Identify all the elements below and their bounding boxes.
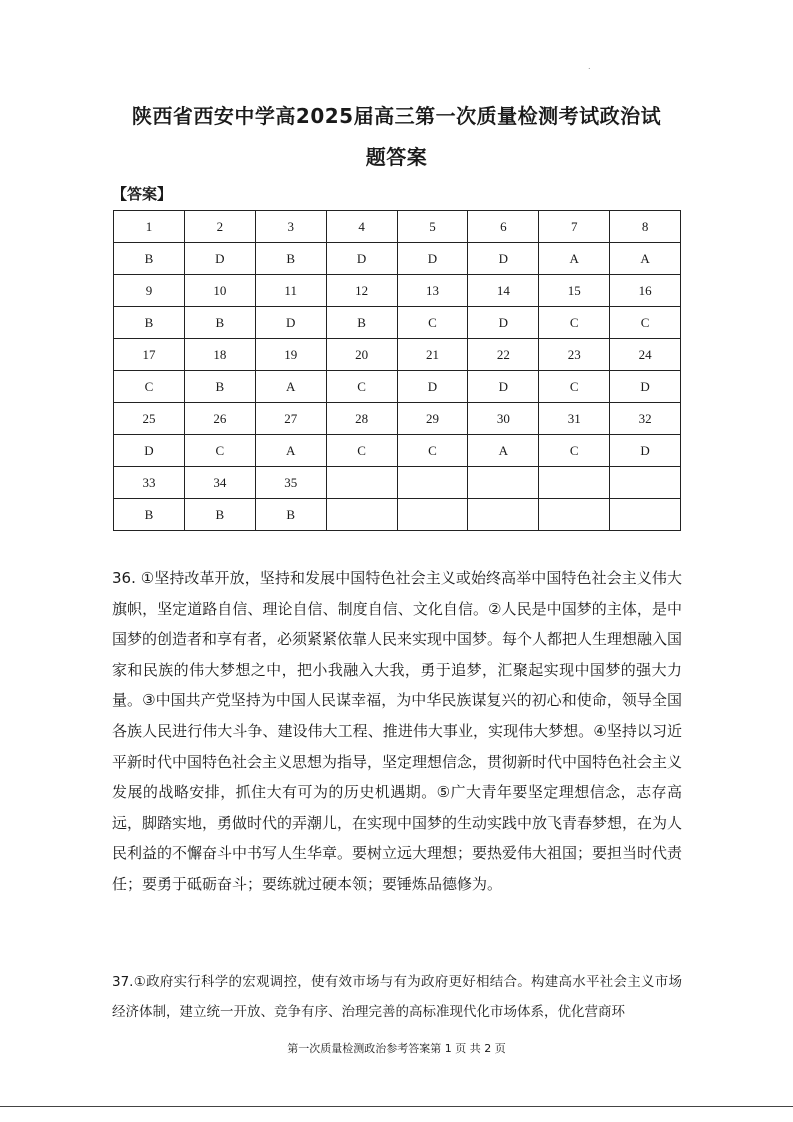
answer-row [114, 243, 681, 275]
question-36-answer: 36. ①坚持改革开放，坚持和发展中国特色社会主义或始终高举中国特色社会主义伟大旗帜，坚定道路自信、理论自信、制度自信、文化自信。②人民是中国梦的主体，是中国梦的创造者和享有者，必须紧紧依靠人民来实现中国梦。每个人都把人生理想融入国家和民族的伟大梦想之中，把小我融入大我，勇于追梦，汇聚起实现中国梦的强大力量。③中国共产党坚持为中国人民谋幸福，为中华民族谋复兴的初心和使命，领导全国各族人民进行伟大斗争、建设伟大工程、推进伟大事业，实现伟大梦想。④坚持以习近平新时代中国特色社会主义思想为指导，坚定理想信念，贯彻新时代中国特色社会主义发展的战略安排，抓住大有可为的历史机遇期。⑤广大青年要坚定理想信念，志存高远，脚踏实地，勇做时代的弄潮儿，在实现中国梦的生动实践中放飞青春梦想，在为人民利益的不懈奋斗中书写人生华章。要树立远大理想；要热爱伟大祖国；要担当时代责任；要勇于砥砺奋斗；要练就过硬本领；要锤炼品德修为。 [112, 569, 683, 893]
question-number-cell: 14 [468, 275, 539, 307]
question-number-row [114, 211, 681, 243]
question-number-cell: 24 [610, 339, 681, 371]
answer-cell: B [184, 499, 255, 531]
answer-cell: D [468, 243, 539, 275]
question-number-cell: 15 [539, 275, 610, 307]
question-number-cell: 22 [468, 339, 539, 371]
question-number-cell: 1 [114, 211, 185, 243]
answer-cell: C [539, 435, 610, 467]
answer-cell: A [610, 243, 681, 275]
answer-cell [468, 499, 539, 531]
answer-cell: D [397, 243, 468, 275]
answer-cell: D [184, 243, 255, 275]
question-number-cell: 35 [255, 467, 326, 499]
answer-cell: D [468, 307, 539, 339]
question-number-cell: 10 [184, 275, 255, 307]
answer-cell: B [114, 307, 185, 339]
question-number-cell: 9 [114, 275, 185, 307]
answer-row [114, 435, 681, 467]
question-number-cell [539, 467, 610, 499]
question-number-cell: 31 [539, 403, 610, 435]
question-number-cell: 18 [184, 339, 255, 371]
question-number-row [114, 467, 681, 499]
answer-cell: A [539, 243, 610, 275]
answer-cell: B [184, 371, 255, 403]
question-number-cell: 23 [539, 339, 610, 371]
answer-label: 【答案】 [112, 185, 173, 203]
answer-cell: B [184, 307, 255, 339]
answer-row [114, 307, 681, 339]
answer-row [114, 499, 681, 531]
question-number-cell [468, 467, 539, 499]
question-number-cell: 11 [255, 275, 326, 307]
question-number-cell [326, 467, 397, 499]
answer-cell: C [539, 307, 610, 339]
question-number-cell: 8 [610, 211, 681, 243]
answer-cell: D [255, 307, 326, 339]
question-number-cell: 13 [397, 275, 468, 307]
question-number-cell: 6 [468, 211, 539, 243]
answer-cell: C [326, 371, 397, 403]
answer-cell: C [114, 371, 185, 403]
question-number-cell: 7 [539, 211, 610, 243]
answer-cell: B [114, 243, 185, 275]
answer-cell: C [397, 435, 468, 467]
question-number-cell: 32 [610, 403, 681, 435]
question-37-answer: 37.①政府实行科学的宏观调控，使有效市场与有为政府更好相结合。构建高水平社会主义市场经济体制，建立统一开放、竞争有序、治理完善的高标准现代化市场体系，优化营商环 [112, 974, 682, 1020]
question-number-cell: 16 [610, 275, 681, 307]
question-number-row [114, 275, 681, 307]
question-number-cell [610, 467, 681, 499]
question-number-cell: 19 [255, 339, 326, 371]
question-number-cell: 29 [397, 403, 468, 435]
answer-cell: C [184, 435, 255, 467]
answer-cell [539, 499, 610, 531]
answer-cell: B [255, 243, 326, 275]
answer-cell: A [468, 435, 539, 467]
answer-table [113, 210, 681, 531]
answer-cell [326, 499, 397, 531]
answer-cell: D [397, 371, 468, 403]
bottom-divider [0, 1106, 793, 1107]
question-number-cell: 12 [326, 275, 397, 307]
answer-cell: D [468, 371, 539, 403]
question-number-cell: 30 [468, 403, 539, 435]
answer-cell: A [255, 371, 326, 403]
question-number-cell: 28 [326, 403, 397, 435]
answer-cell: B [255, 499, 326, 531]
answer-cell: B [326, 307, 397, 339]
answer-cell: C [326, 435, 397, 467]
answer-cell [397, 499, 468, 531]
question-number-cell: 17 [114, 339, 185, 371]
answer-row [114, 371, 681, 403]
question-number-cell: 5 [397, 211, 468, 243]
corner-mark: . [588, 62, 591, 71]
answer-cell: D [114, 435, 185, 467]
question-number-cell: 20 [326, 339, 397, 371]
answer-cell: D [610, 435, 681, 467]
answer-cell: B [114, 499, 185, 531]
question-number-cell: 26 [184, 403, 255, 435]
question-number-cell: 27 [255, 403, 326, 435]
question-number-cell: 33 [114, 467, 185, 499]
question-number-row [114, 339, 681, 371]
answer-cell [610, 499, 681, 531]
question-number-cell: 34 [184, 467, 255, 499]
answer-cell: D [610, 371, 681, 403]
question-number-row [114, 403, 681, 435]
page-footer: 第一次质量检测政治参考答案第 1 页 共 2 页 [287, 1042, 506, 1055]
question-number-cell: 21 [397, 339, 468, 371]
question-number-cell [397, 467, 468, 499]
question-number-cell: 4 [326, 211, 397, 243]
page-title: 陕西省西安中学高2025届高三第一次质量检测考试政治试 [131, 104, 662, 128]
page-title-continued: 题答案 [365, 145, 428, 169]
answer-cell: C [610, 307, 681, 339]
answer-cell: C [397, 307, 468, 339]
answer-cell: D [326, 243, 397, 275]
answer-cell: A [255, 435, 326, 467]
question-number-cell: 2 [184, 211, 255, 243]
question-number-cell: 3 [255, 211, 326, 243]
answer-cell: C [539, 371, 610, 403]
question-number-cell: 25 [114, 403, 185, 435]
